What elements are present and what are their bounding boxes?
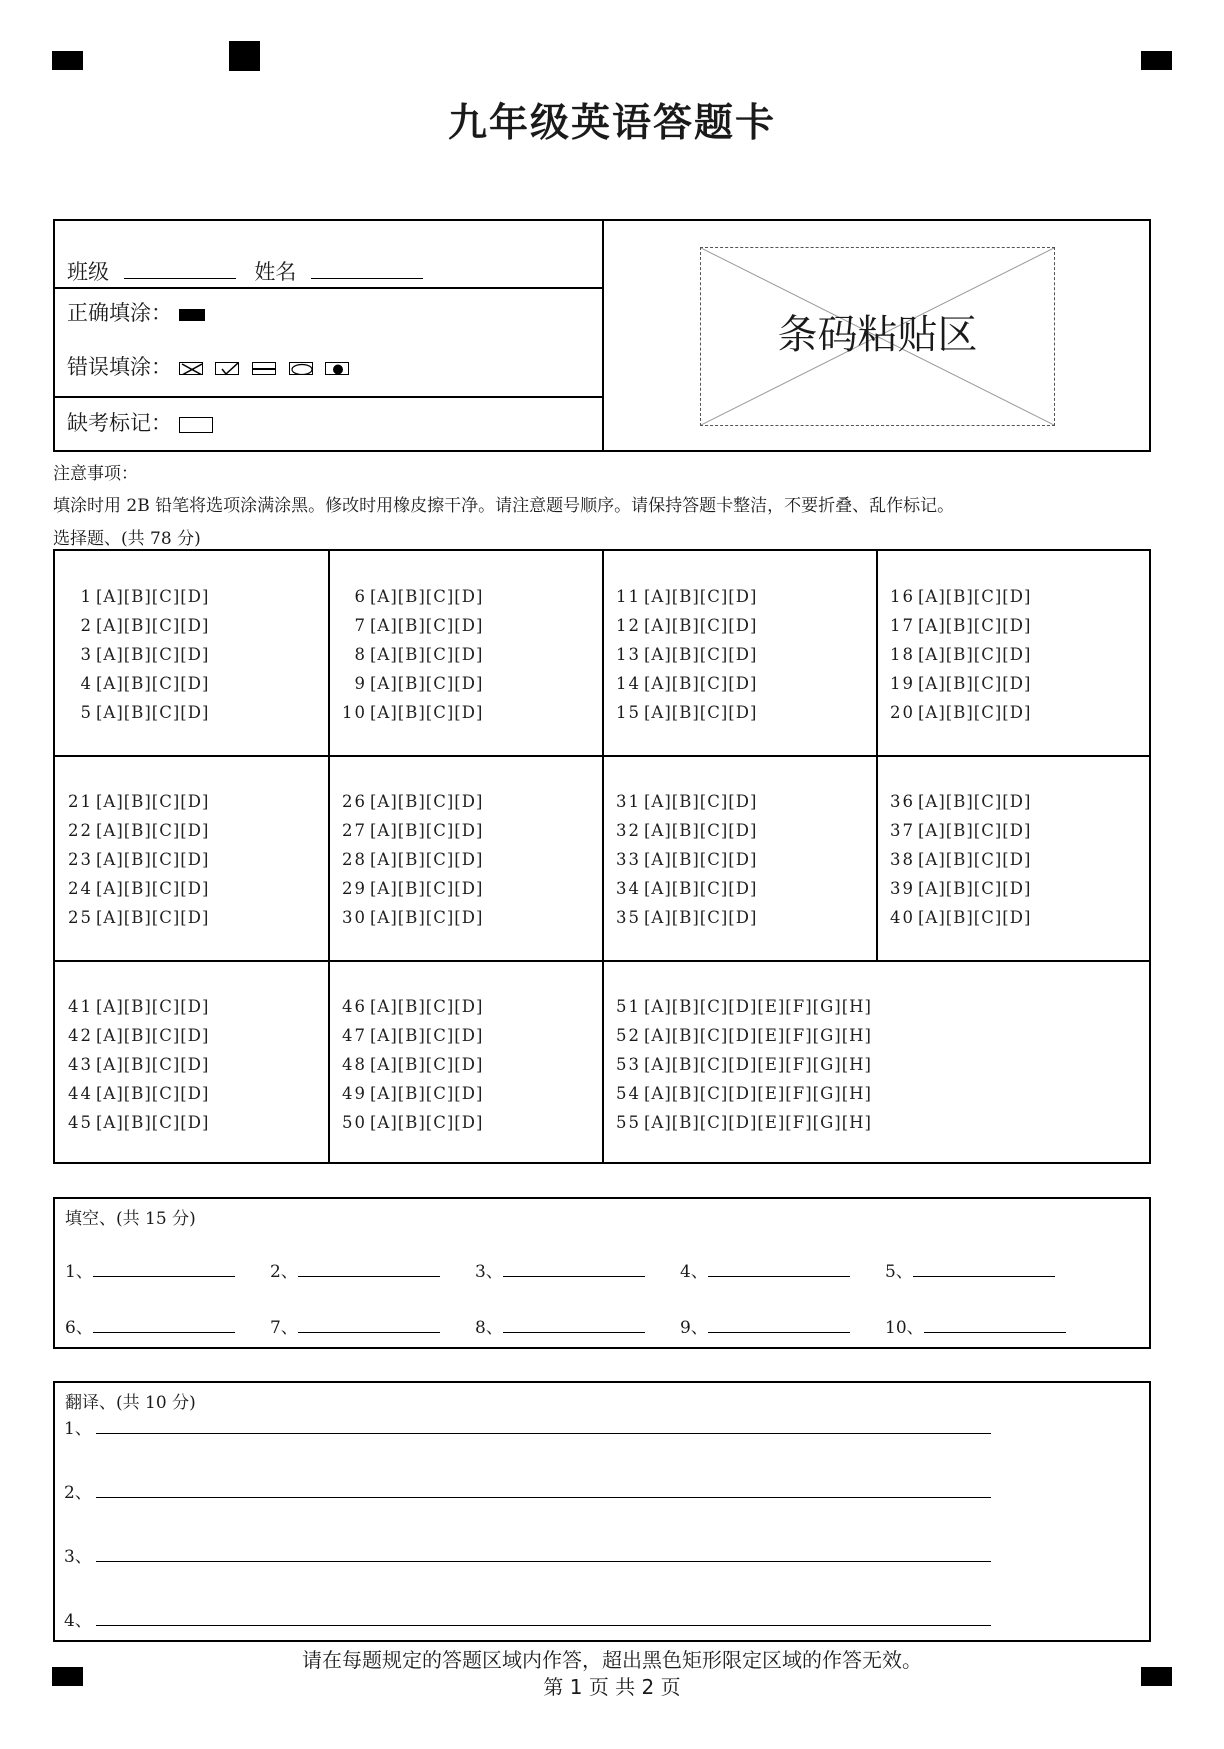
fill-blank-answer-line[interactable]: [708, 1318, 850, 1333]
answer-options[interactable]: [A][B][C][D]: [370, 645, 484, 664]
fill-blank-number: 2、: [270, 1262, 298, 1282]
choice-question: [614, 874, 757, 903]
question-number: 19: [890, 674, 915, 693]
choice-question: [888, 816, 1031, 845]
answer-options[interactable]: [A][B][C][D]: [370, 997, 484, 1016]
answer-options[interactable]: [A][B][C][D]: [918, 879, 1032, 898]
page-title: 九年级英语答题卡: [447, 101, 776, 146]
choice-question: [340, 787, 483, 816]
question-number: 32: [616, 821, 641, 840]
choice-question: [888, 582, 1031, 611]
answer-options[interactable]: [A][B][C][D]: [644, 674, 758, 693]
choice-question: [66, 874, 209, 903]
fill-blank-number: 1、: [65, 1262, 93, 1282]
choice-column: [66, 787, 209, 932]
fill-blank-number: 10、: [885, 1318, 924, 1338]
translation-item: [64, 1606, 991, 1631]
choice-question: [340, 1079, 483, 1108]
absent-mark-row: [55, 407, 602, 437]
choice-question: [66, 611, 209, 640]
fill-blank-number: 9、: [680, 1318, 708, 1338]
wrong-fill-cross-sample: [179, 362, 203, 375]
question-number: 41: [68, 997, 93, 1016]
answer-options[interactable]: [A][B][C][D]: [96, 908, 210, 927]
question-number: 3: [80, 645, 93, 664]
fill-blank-item: [885, 1313, 1066, 1338]
question-number: 1: [80, 587, 93, 606]
fill-blank-item: [475, 1257, 645, 1282]
fill-blank-item: [270, 1257, 440, 1282]
choice-question: [340, 1050, 483, 1079]
question-number: 9: [354, 674, 367, 693]
question-number: 55: [616, 1113, 641, 1132]
translation-answer-line[interactable]: [96, 1419, 991, 1434]
fill-blank-item: [65, 1313, 235, 1338]
fill-blank-number: 4、: [680, 1262, 708, 1282]
page-number: 第 1 页 共 2 页: [543, 1675, 681, 1699]
choice-question: [340, 1108, 483, 1137]
choice-question: [614, 992, 872, 1021]
choice-question: [614, 1050, 872, 1079]
fill-blank-answer-line[interactable]: [924, 1318, 1066, 1333]
answer-options[interactable]: [A][B][C][D]: [370, 1026, 484, 1045]
choice-question: [340, 874, 483, 903]
choice-question: [888, 787, 1031, 816]
answer-options[interactable]: [A][B][C][D]: [96, 587, 210, 606]
answer-options[interactable]: [A][B][C][D]: [370, 792, 484, 811]
fill-blank-answer-line[interactable]: [93, 1318, 235, 1333]
choice-question: [614, 845, 757, 874]
answer-options[interactable]: [A][B][C][D]: [370, 1055, 484, 1074]
answer-options[interactable]: [A][B][C][D]: [370, 703, 484, 722]
answer-options[interactable]: [A][B][C][D]: [96, 1113, 210, 1132]
choice-question: [614, 582, 757, 611]
question-number: 10: [342, 703, 367, 722]
answer-options[interactable]: [A][B][C][D]: [96, 1026, 210, 1045]
question-number: 12: [616, 616, 641, 635]
wrong-fill-check-sample: [215, 362, 239, 375]
answer-options[interactable]: [A][B][C][D]: [370, 1084, 484, 1103]
question-number: 27: [342, 821, 367, 840]
fill-blank-item: [680, 1313, 850, 1338]
answer-options[interactable]: [A][B][C][D]: [96, 645, 210, 664]
answer-options[interactable]: [A][B][C][D]: [644, 792, 758, 811]
question-number: 45: [68, 1113, 93, 1132]
choice-question: [614, 903, 757, 932]
question-number: 52: [616, 1026, 641, 1045]
choice-column: [340, 582, 483, 727]
answer-options[interactable]: [A][B][C][D]: [96, 821, 210, 840]
fill-blank-number: 8、: [475, 1318, 503, 1338]
question-number: 13: [616, 645, 641, 664]
answer-options[interactable]: [A][B][C][D]: [644, 587, 758, 606]
choice-question: [66, 787, 209, 816]
answer-options[interactable]: [A][B][C][D]: [918, 674, 1032, 693]
answer-options[interactable]: [A][B][C][D]: [918, 821, 1032, 840]
answer-options[interactable]: [A][B][C][D]: [644, 645, 758, 664]
translation-number: 2、: [64, 1483, 92, 1503]
question-number: 46: [342, 997, 367, 1016]
fill-blank-number: 5、: [885, 1262, 913, 1282]
fill-blank-title: 填空、(共 15 分): [65, 1209, 196, 1229]
translation-number: 4、: [64, 1611, 92, 1631]
choice-column: [340, 992, 483, 1137]
wrong-fill-label: 错误填涂：: [67, 355, 172, 379]
question-number: 21: [68, 792, 93, 811]
question-number: 2: [80, 616, 93, 635]
wrong-fill-strike-sample: [252, 362, 276, 375]
translation-number: 3、: [64, 1547, 92, 1567]
translation-item: [64, 1478, 991, 1503]
answer-options[interactable]: [A][B][C][D]: [370, 850, 484, 869]
absent-mark-box[interactable]: [179, 417, 213, 433]
fill-blank-number: 7、: [270, 1318, 298, 1338]
choice-column: [340, 787, 483, 932]
choice-column: [614, 582, 757, 727]
choice-question: [614, 1108, 872, 1137]
answer-options[interactable]: [A][B][C][D]: [644, 703, 758, 722]
answer-options[interactable]: [A][B][C][D][E][F][G][H]: [644, 997, 872, 1016]
choice-question: [66, 1108, 209, 1137]
answer-options[interactable]: [A][B][C][D]: [918, 616, 1032, 635]
barcode-label: 条码粘贴区: [777, 312, 978, 358]
choice-question: [340, 992, 483, 1021]
answer-options[interactable]: [A][B][C][D]: [370, 1113, 484, 1132]
question-number: 35: [616, 908, 641, 927]
answer-options[interactable]: [A][B][C][D]: [644, 850, 758, 869]
choice-column: [888, 787, 1031, 932]
question-number: 20: [890, 703, 915, 722]
absent-mark-label: 缺考标记：: [67, 411, 172, 435]
answer-options[interactable]: [A][B][C][D]: [370, 587, 484, 606]
choice-question: [340, 816, 483, 845]
answer-options[interactable]: [A][B][C][D]: [370, 616, 484, 635]
fill-blank-item: [885, 1257, 1055, 1282]
choice-question: [614, 669, 757, 698]
choice-question: [66, 582, 209, 611]
choice-column: [614, 787, 757, 932]
choice-column: [888, 582, 1031, 727]
correct-fill-sample: [179, 309, 205, 321]
fill-blank-item: [475, 1313, 645, 1338]
question-number: 36: [890, 792, 915, 811]
answer-options[interactable]: [A][B][C][D]: [96, 703, 210, 722]
position-mark-top-center: [229, 41, 260, 71]
choice-column: [66, 992, 209, 1137]
answer-options[interactable]: [A][B][C][D]: [918, 645, 1032, 664]
answer-options[interactable]: [A][B][C][D][E][F][G][H]: [644, 1113, 872, 1132]
question-number: 53: [616, 1055, 641, 1074]
question-number: 16: [890, 587, 915, 606]
fill-blank-answer-line[interactable]: [503, 1262, 645, 1277]
choice-question: [66, 1021, 209, 1050]
answer-options[interactable]: [A][B][C][D]: [96, 616, 210, 635]
correct-fill-label: 正确填涂：: [67, 301, 172, 325]
answer-options[interactable]: [A][B][C][D]: [644, 821, 758, 840]
choice-question: [66, 816, 209, 845]
choice-question: [888, 698, 1031, 727]
translation-item: [64, 1414, 991, 1439]
question-number: 37: [890, 821, 915, 840]
answer-options[interactable]: [A][B][C][D][E][F][G][H]: [644, 1084, 872, 1103]
question-number: 40: [890, 908, 915, 927]
translation-item: [64, 1542, 991, 1567]
wrong-fill-dot-sample: [325, 362, 349, 375]
question-number: 47: [342, 1026, 367, 1045]
question-number: 44: [68, 1084, 93, 1103]
choice-question: [614, 1021, 872, 1050]
question-number: 31: [616, 792, 641, 811]
question-number: 43: [68, 1055, 93, 1074]
question-number: 39: [890, 879, 915, 898]
choice-question: [340, 1021, 483, 1050]
answer-options[interactable]: [A][B][C][D]: [644, 616, 758, 635]
wrong-fill-circle-sample: [289, 362, 313, 375]
question-number: 49: [342, 1084, 367, 1103]
choice-question: [66, 845, 209, 874]
choice-question: [340, 903, 483, 932]
translation-title: 翻译、(共 10 分): [65, 1393, 196, 1413]
answer-options[interactable]: [A][B][C][D]: [96, 1084, 210, 1103]
choice-question: [66, 669, 209, 698]
question-number: 4: [80, 674, 93, 693]
answer-options[interactable]: [A][B][C][D]: [918, 703, 1032, 722]
choice-question: [66, 1050, 209, 1079]
choice-question: [66, 640, 209, 669]
answer-options[interactable]: [A][B][C][D]: [96, 997, 210, 1016]
choice-question: [340, 845, 483, 874]
question-number: 54: [616, 1084, 641, 1103]
choice-question: [340, 698, 483, 727]
choice-question: [66, 1079, 209, 1108]
choice-question: [614, 698, 757, 727]
fill-blank-item: [270, 1313, 440, 1338]
question-number: 23: [68, 850, 93, 869]
fill-blank-number: 3、: [475, 1262, 503, 1282]
name-field[interactable]: [311, 260, 423, 279]
choice-question: [888, 611, 1031, 640]
question-number: 42: [68, 1026, 93, 1045]
position-mark-top-left: [52, 51, 83, 70]
translation-answer-line[interactable]: [96, 1483, 991, 1498]
question-number: 38: [890, 850, 915, 869]
student-info-box: [53, 219, 1151, 452]
question-number: 7: [354, 616, 367, 635]
answer-options[interactable]: [A][B][C][D]: [644, 908, 758, 927]
question-number: 18: [890, 645, 915, 664]
choice-question: [66, 698, 209, 727]
fill-blank-answer-line[interactable]: [298, 1318, 440, 1333]
choice-question: [66, 992, 209, 1021]
question-number: 30: [342, 908, 367, 927]
answer-options[interactable]: [A][B][C][D]: [918, 908, 1032, 927]
answer-options[interactable]: [A][B][C][D]: [96, 879, 210, 898]
question-number: 14: [616, 674, 641, 693]
fill-blank-answer-line[interactable]: [913, 1262, 1055, 1277]
barcode-area: [700, 247, 1055, 426]
fill-blank-answer-line[interactable]: [503, 1318, 645, 1333]
choice-question: [888, 669, 1031, 698]
question-number: 17: [890, 616, 915, 635]
correct-fill-row: [55, 297, 602, 327]
answer-options[interactable]: [A][B][C][D][E][F][G][H]: [644, 1026, 872, 1045]
question-number: 8: [354, 645, 367, 664]
footer-warning: 请在每题规定的答题区域内作答，超出黑色矩形限定区域的作答无效。: [302, 1648, 922, 1672]
fill-blank-item: [65, 1257, 235, 1282]
fill-blank-answer-line[interactable]: [298, 1262, 440, 1277]
question-number: 5: [80, 703, 93, 722]
answer-options[interactable]: [A][B][C][D]: [370, 879, 484, 898]
fill-blank-answer-line[interactable]: [93, 1262, 235, 1277]
question-number: 51: [616, 997, 641, 1016]
fill-blank-number: 6、: [65, 1318, 93, 1338]
question-number: 11: [616, 587, 641, 606]
answer-options[interactable]: [A][B][C][D]: [918, 850, 1032, 869]
class-field[interactable]: [124, 260, 236, 279]
question-number: 25: [68, 908, 93, 927]
question-number: 6: [354, 587, 367, 606]
choice-question: [340, 669, 483, 698]
question-number: 48: [342, 1055, 367, 1074]
choice-heading: 选择题、(共 78 分): [53, 529, 201, 549]
question-number: 24: [68, 879, 93, 898]
choice-question: [340, 640, 483, 669]
answer-options[interactable]: [A][B][C][D]: [96, 792, 210, 811]
fill-blank-item: [680, 1257, 850, 1282]
question-number: 22: [68, 821, 93, 840]
class-label: 班级: [67, 260, 109, 284]
choice-column: [66, 582, 209, 727]
choice-column: [614, 992, 872, 1137]
question-number: 28: [342, 850, 367, 869]
choice-question: [888, 874, 1031, 903]
question-number: 33: [616, 850, 641, 869]
answer-options[interactable]: [A][B][C][D]: [96, 674, 210, 693]
position-mark-top-right: [1141, 51, 1172, 70]
choice-question: [66, 903, 209, 932]
choice-question: [340, 582, 483, 611]
answer-options[interactable]: [A][B][C][D]: [96, 1055, 210, 1074]
translation-answer-line[interactable]: [96, 1611, 991, 1626]
answer-options[interactable]: [A][B][C][D]: [370, 908, 484, 927]
question-number: 26: [342, 792, 367, 811]
answer-options[interactable]: [A][B][C][D]: [918, 792, 1032, 811]
question-number: 15: [616, 703, 641, 722]
choice-question: [340, 611, 483, 640]
fill-blank-answer-line[interactable]: [708, 1262, 850, 1277]
answer-options[interactable]: [A][B][C][D]: [918, 587, 1032, 606]
answer-options[interactable]: [A][B][C][D]: [644, 879, 758, 898]
choice-question: [614, 611, 757, 640]
answer-options[interactable]: [A][B][C][D]: [96, 850, 210, 869]
choice-question: [614, 787, 757, 816]
translation-answer-line[interactable]: [96, 1547, 991, 1562]
choice-question: [888, 845, 1031, 874]
answer-options[interactable]: [A][B][C][D][E][F][G][H]: [644, 1055, 872, 1074]
notes-text: 填涂时用 2B 铅笔将选项涂满涂黑。修改时用橡皮擦干净。请注意题号顺序。请保持答题卡整洁，不要折叠、乱作标记。: [53, 496, 955, 516]
notes-heading: 注意事项：: [53, 464, 138, 484]
answer-options[interactable]: [A][B][C][D]: [370, 821, 484, 840]
choice-question: [614, 816, 757, 845]
choice-question: [614, 640, 757, 669]
question-number: 29: [342, 879, 367, 898]
choice-question: [888, 903, 1031, 932]
class-name-row: [55, 256, 602, 286]
wrong-fill-row: [55, 351, 602, 381]
choice-question: [888, 640, 1031, 669]
answer-options[interactable]: [A][B][C][D]: [370, 674, 484, 693]
question-number: 34: [616, 879, 641, 898]
name-label: 姓名: [254, 260, 297, 284]
question-number: 50: [342, 1113, 367, 1132]
choice-question: [614, 1079, 872, 1108]
translation-number: 1、: [64, 1419, 92, 1439]
